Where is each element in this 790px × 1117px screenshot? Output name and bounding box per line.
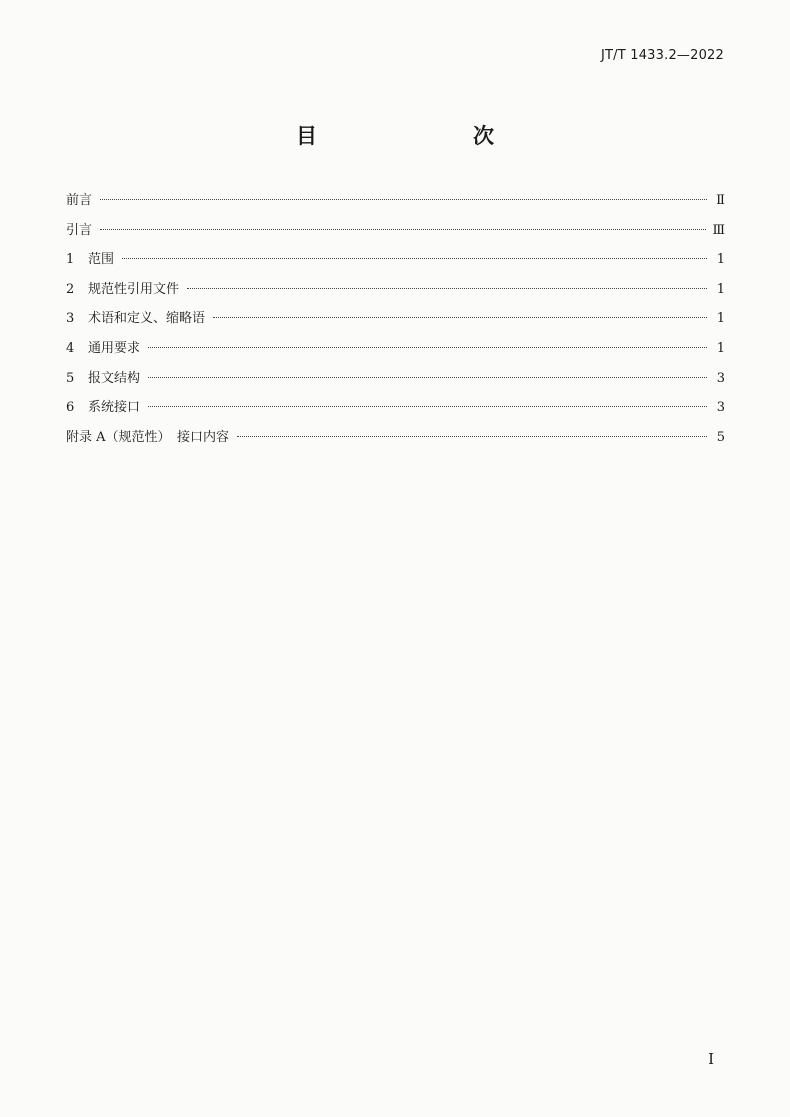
toc-entry-page: 1 bbox=[716, 252, 725, 268]
dot-leader bbox=[148, 347, 707, 348]
toc-entry-message-structure[interactable] bbox=[66, 364, 725, 394]
toc-entry-foreword[interactable] bbox=[66, 186, 725, 216]
toc-entry-number: 5 bbox=[66, 370, 75, 386]
page-number: I bbox=[708, 1050, 714, 1068]
dot-leader bbox=[187, 288, 707, 289]
toc-entry-number: 4 bbox=[66, 340, 75, 356]
toc-entry-introduction[interactable] bbox=[66, 216, 725, 246]
toc-entry-page: 3 bbox=[716, 400, 725, 416]
dot-leader bbox=[148, 377, 707, 378]
toc-entry-terms-definitions[interactable] bbox=[66, 304, 725, 334]
toc-entry-page: 1 bbox=[716, 311, 725, 327]
toc-entry-label: 规范性引用文件 bbox=[88, 281, 180, 297]
toc-entry-page: Ⅱ bbox=[716, 193, 725, 208]
dot-leader bbox=[213, 317, 707, 318]
page-title: 目 次 bbox=[296, 124, 532, 148]
toc-entry-number: 6 bbox=[66, 400, 75, 416]
toc-entry-label: 范围 bbox=[88, 252, 115, 268]
toc-entry-normative-references[interactable] bbox=[66, 275, 725, 305]
toc-entry-number: 1 bbox=[66, 252, 75, 268]
dot-leader bbox=[148, 406, 707, 407]
toc-entry-label: 通用要求 bbox=[88, 340, 141, 356]
toc-entry-page: 5 bbox=[716, 429, 725, 445]
standard-code: JT/T 1433.2—2022 bbox=[601, 48, 724, 63]
toc-entry-number: 2 bbox=[66, 281, 75, 297]
table-of-contents bbox=[66, 186, 725, 452]
toc-entry-annex-a[interactable] bbox=[66, 423, 725, 453]
toc-entry-scope[interactable] bbox=[66, 245, 725, 275]
toc-entry-number: 3 bbox=[66, 311, 75, 327]
toc-entry-label: 引言 bbox=[66, 222, 93, 238]
toc-entry-label: 系统接口 bbox=[88, 400, 141, 416]
toc-entry-label: 术语和定义、缩略语 bbox=[88, 311, 206, 327]
toc-entry-page: 1 bbox=[716, 281, 725, 297]
toc-entry-label: 前言 bbox=[66, 193, 93, 208]
dot-leader bbox=[100, 229, 706, 230]
toc-entry-label: 附录 A（规范性） 接口内容 bbox=[66, 429, 230, 445]
dot-leader bbox=[100, 199, 707, 200]
toc-entry-page: Ⅲ bbox=[712, 222, 725, 238]
toc-entry-system-interface[interactable] bbox=[66, 393, 725, 423]
toc-entry-page: 3 bbox=[716, 370, 725, 386]
dot-leader bbox=[237, 436, 707, 437]
toc-entry-general-requirements[interactable] bbox=[66, 334, 725, 364]
toc-entry-label: 报文结构 bbox=[88, 370, 141, 386]
dot-leader bbox=[122, 258, 707, 259]
toc-entry-page: 1 bbox=[716, 340, 725, 356]
